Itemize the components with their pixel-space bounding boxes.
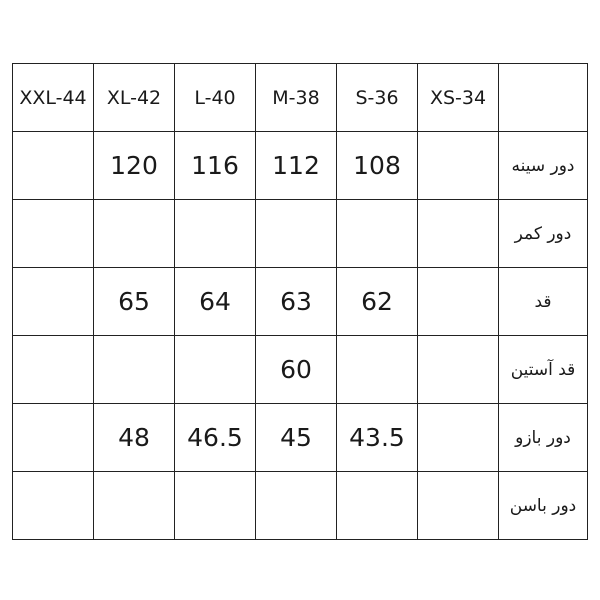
cell	[337, 336, 418, 404]
cell	[418, 268, 499, 336]
cell	[256, 200, 337, 268]
cell: 116	[175, 132, 256, 200]
cell: 46.5	[175, 404, 256, 472]
cell: 64	[175, 268, 256, 336]
table-row-chest	[13, 132, 588, 200]
size-chart-table	[12, 63, 588, 540]
cell	[175, 472, 256, 540]
cell: 108	[337, 132, 418, 200]
cell: 63	[256, 268, 337, 336]
header-cell-xxl: XXL-44	[13, 64, 94, 132]
cell	[13, 200, 94, 268]
row-label: قد آستین	[499, 336, 588, 404]
cell	[418, 200, 499, 268]
table-row-sleeve	[13, 336, 588, 404]
header-cell-l: L-40	[175, 64, 256, 132]
cell	[418, 336, 499, 404]
cell: 65	[94, 268, 175, 336]
row-label: دور سینه	[499, 132, 588, 200]
cell	[13, 268, 94, 336]
cell: 48	[94, 404, 175, 472]
header-cell-m: M-38	[256, 64, 337, 132]
cell	[256, 472, 337, 540]
header-cell-s: S-36	[337, 64, 418, 132]
cell	[418, 404, 499, 472]
table-row-hip	[13, 472, 588, 540]
cell	[13, 336, 94, 404]
cell: 45	[256, 404, 337, 472]
table-row-arm	[13, 404, 588, 472]
cell	[337, 472, 418, 540]
cell	[337, 200, 418, 268]
cell	[94, 200, 175, 268]
cell: 43.5	[337, 404, 418, 472]
header-cell-corner	[499, 64, 588, 132]
cell: 60	[256, 336, 337, 404]
cell	[13, 472, 94, 540]
table-row-length	[13, 268, 588, 336]
cell	[13, 404, 94, 472]
cell	[175, 200, 256, 268]
header-row	[13, 64, 588, 132]
row-label: دور باسن	[499, 472, 588, 540]
cell: 112	[256, 132, 337, 200]
row-label: دور کمر	[499, 200, 588, 268]
cell	[418, 132, 499, 200]
cell: 120	[94, 132, 175, 200]
cell	[94, 336, 175, 404]
cell	[175, 336, 256, 404]
header-cell-xs: XS-34	[418, 64, 499, 132]
row-label: قد	[499, 268, 588, 336]
table-row-waist	[13, 200, 588, 268]
row-label: دور بازو	[499, 404, 588, 472]
cell: 62	[337, 268, 418, 336]
cell	[13, 132, 94, 200]
header-cell-xl: XL-42	[94, 64, 175, 132]
cell	[418, 472, 499, 540]
cell	[94, 472, 175, 540]
